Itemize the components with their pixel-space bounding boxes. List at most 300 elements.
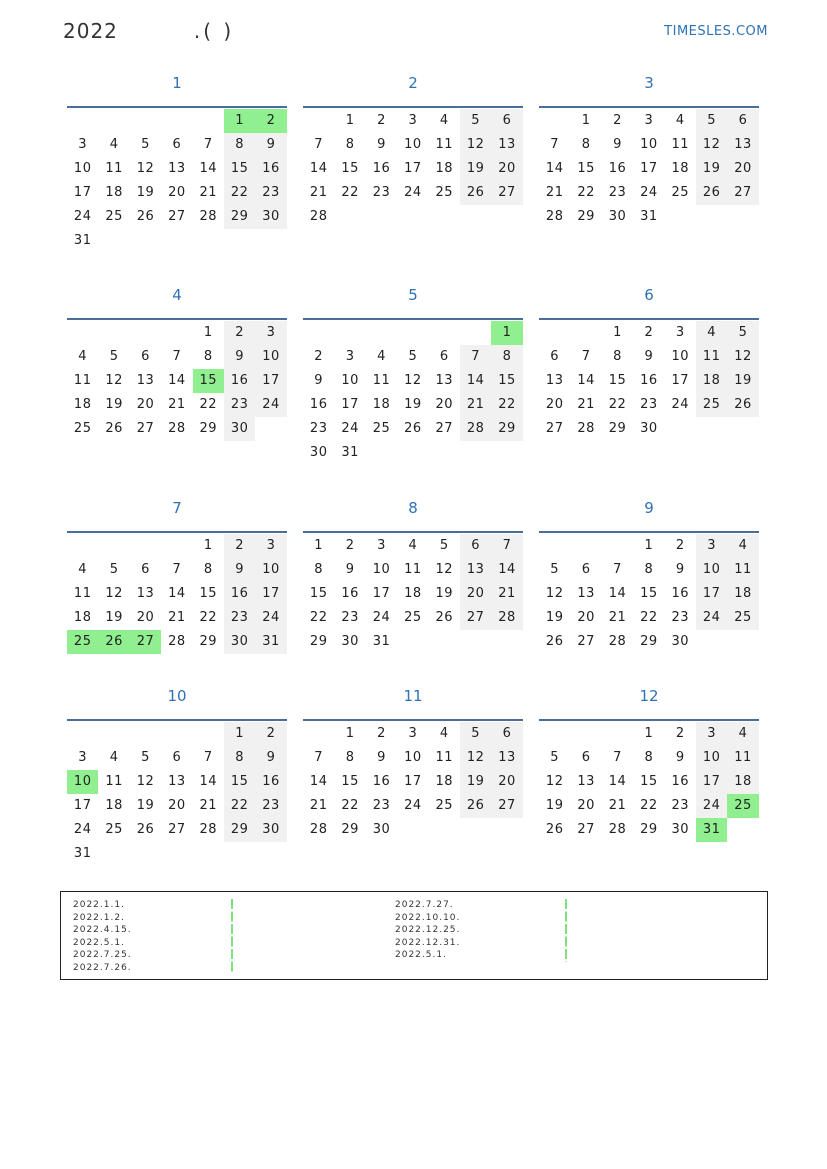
day-cell: 7: [172, 349, 182, 364]
day-cell: 7: [172, 562, 182, 577]
day-cell: 21: [199, 798, 218, 813]
day-cell: 5: [141, 750, 150, 765]
holiday-date: 2022.5.1.: [73, 937, 125, 948]
day-cell: 6: [141, 562, 150, 577]
day-cell: 17: [341, 397, 359, 412]
day-cell: 19: [435, 586, 454, 601]
holiday-day-cell: 27: [130, 630, 161, 654]
day-cell: 16: [255, 770, 286, 794]
month-divider: [539, 531, 759, 533]
day-cell: 9: [377, 750, 386, 765]
day-cell: 1: [613, 325, 622, 340]
day-cell: 11: [372, 373, 391, 388]
day-cell: 13: [545, 373, 564, 388]
day-cell: 27: [491, 794, 522, 818]
day-cell: 12: [105, 373, 123, 388]
day-cell: 9: [644, 349, 654, 364]
month-9: [539, 498, 759, 654]
day-cell: 13: [491, 133, 522, 157]
day-cell: 1: [224, 722, 255, 746]
day-cell: 3: [408, 726, 418, 741]
blank-cell: [193, 109, 224, 133]
month-5: [303, 285, 523, 465]
month-grid: [539, 321, 759, 441]
day-cell: 27: [168, 822, 186, 837]
day-cell: 16: [640, 373, 658, 388]
day-cell: 24: [696, 794, 727, 818]
day-cell: 30: [372, 822, 391, 837]
blank-cell: [67, 321, 98, 345]
day-cell: 17: [404, 774, 422, 789]
day-cell: 27: [577, 634, 595, 649]
day-cell: 14: [608, 774, 627, 789]
day-cell: 28: [309, 822, 328, 837]
day-cell: 10: [696, 558, 727, 582]
day-cell: 6: [172, 750, 182, 765]
blank-cell: [429, 321, 460, 345]
day-cell: 30: [608, 209, 627, 224]
day-cell: 10: [372, 562, 391, 577]
day-cell: 23: [224, 606, 255, 630]
day-cell: 11: [73, 586, 92, 601]
day-cell: 30: [255, 205, 286, 229]
month-divider: [67, 318, 287, 320]
day-cell: 29: [640, 822, 658, 837]
day-cell: 17: [696, 770, 727, 794]
day-cell: 16: [255, 157, 286, 181]
month-label: 9: [644, 499, 654, 517]
day-cell: 21: [608, 798, 627, 813]
day-cell: 23: [309, 421, 328, 436]
month-label: 1: [172, 74, 182, 92]
month-divider: [67, 106, 287, 108]
day-cell: 31: [341, 445, 359, 460]
day-cell: 30: [640, 421, 658, 436]
blank-cell: [161, 722, 192, 746]
day-cell: 5: [141, 137, 150, 152]
day-cell: 15: [640, 774, 658, 789]
month-grid: [539, 109, 759, 229]
holiday-day-cell: 10: [67, 770, 98, 794]
day-cell: 12: [435, 562, 454, 577]
day-cell: 10: [341, 373, 359, 388]
day-cell: 11: [404, 562, 422, 577]
month-label: 11: [403, 687, 423, 705]
day-cell: 21: [491, 582, 522, 606]
day-cell: 27: [545, 421, 564, 436]
day-cell: 27: [435, 421, 454, 436]
day-cell: 5: [696, 109, 727, 133]
day-cell: 28: [168, 421, 186, 436]
day-cell: 23: [255, 181, 286, 205]
day-cell: 2: [224, 534, 255, 558]
day-cell: 18: [435, 774, 454, 789]
month-grid: [67, 722, 287, 866]
day-cell: 24: [73, 822, 92, 837]
day-cell: 3: [675, 325, 685, 340]
day-cell: 2: [675, 538, 685, 553]
blank-cell: [98, 321, 129, 345]
day-cell: 18: [727, 582, 758, 606]
day-cell: 15: [309, 586, 328, 601]
day-cell: 22: [640, 798, 658, 813]
day-cell: 10: [404, 137, 422, 152]
day-cell: 25: [105, 209, 123, 224]
month-grid: [303, 109, 523, 229]
holiday-date: 2022.5.1.: [395, 950, 447, 960]
day-cell: 8: [345, 750, 355, 765]
day-cell: 21: [577, 397, 595, 412]
day-cell: 2: [255, 722, 286, 746]
blank-cell: [161, 109, 192, 133]
day-cell: 13: [577, 586, 595, 601]
day-cell: 11: [435, 750, 454, 765]
day-cell: 28: [199, 822, 218, 837]
blank-cell: [602, 722, 633, 746]
month-label: 10: [167, 687, 187, 705]
brand-link[interactable]: TIMESLES.COM: [664, 24, 768, 39]
day-cell: 15: [608, 373, 627, 388]
day-cell: 26: [460, 794, 491, 818]
day-cell: 21: [309, 185, 328, 200]
day-cell: 6: [172, 137, 182, 152]
day-cell: 19: [136, 798, 155, 813]
day-cell: 3: [255, 534, 286, 558]
blank-cell: [161, 534, 192, 558]
day-cell: 12: [460, 746, 491, 770]
day-cell: 9: [675, 750, 685, 765]
holiday-date: 2022.1.2.: [73, 912, 125, 923]
day-cell: 30: [341, 634, 359, 649]
month-grid: [67, 109, 287, 253]
blank-cell: [303, 321, 334, 345]
day-cell: 4: [727, 722, 758, 746]
day-cell: 14: [168, 586, 186, 601]
blank-cell: [130, 722, 161, 746]
blank-cell: [98, 109, 129, 133]
day-cell: 3: [696, 722, 727, 746]
day-cell: 17: [73, 185, 92, 200]
day-cell: 12: [545, 774, 564, 789]
day-cell: 22: [608, 397, 627, 412]
day-cell: 23: [341, 610, 359, 625]
day-cell: 2: [377, 726, 386, 741]
holiday-date: 2022.4.15.: [73, 925, 132, 935]
day-cell: 12: [105, 586, 123, 601]
day-cell: 30: [224, 630, 255, 654]
day-cell: 13: [460, 558, 491, 582]
day-cell: 18: [105, 798, 123, 813]
day-cell: 13: [136, 586, 155, 601]
day-cell: 16: [224, 369, 255, 393]
day-cell: 26: [105, 421, 123, 436]
day-cell: 29: [224, 818, 255, 842]
day-cell: 9: [255, 133, 286, 157]
day-cell: 13: [136, 373, 155, 388]
month-label: 7: [172, 499, 182, 517]
day-cell: 8: [581, 137, 591, 152]
day-cell: 21: [309, 798, 328, 813]
day-cell: 23: [372, 185, 391, 200]
holiday-legend: [60, 891, 768, 980]
day-cell: 8: [314, 562, 324, 577]
day-cell: 23: [671, 610, 690, 625]
day-cell: 23: [372, 798, 391, 813]
day-cell: 9: [314, 373, 324, 388]
month-grid: [539, 722, 759, 842]
month-7: [67, 498, 287, 654]
day-cell: 22: [224, 181, 255, 205]
day-cell: 27: [460, 606, 491, 630]
day-cell: 22: [640, 610, 658, 625]
month-label: 5: [408, 286, 418, 304]
day-cell: 5: [460, 109, 491, 133]
day-cell: 26: [136, 822, 155, 837]
day-cell: 24: [640, 185, 658, 200]
day-cell: 19: [105, 610, 123, 625]
day-cell: 9: [224, 558, 255, 582]
day-cell: 3: [644, 113, 654, 128]
day-cell: 3: [345, 349, 355, 364]
day-cell: 20: [577, 610, 595, 625]
day-cell: 7: [581, 349, 591, 364]
month-divider: [303, 719, 523, 721]
day-cell: 6: [439, 349, 449, 364]
day-cell: 25: [696, 393, 727, 417]
day-cell: 19: [727, 369, 758, 393]
day-cell: 19: [545, 610, 564, 625]
day-cell: 10: [73, 161, 92, 176]
day-cell: 15: [341, 774, 359, 789]
day-cell: 6: [491, 722, 522, 746]
day-cell: 12: [136, 161, 155, 176]
day-cell: 19: [460, 770, 491, 794]
day-cell: 3: [696, 534, 727, 558]
holiday-day-cell: 15: [193, 369, 224, 393]
day-cell: 13: [435, 373, 454, 388]
day-cell: 24: [73, 209, 92, 224]
day-cell: 12: [404, 373, 422, 388]
month-11: [303, 686, 523, 842]
day-cell: 7: [613, 750, 622, 765]
day-cell: 13: [577, 774, 595, 789]
month-label: 6: [644, 286, 654, 304]
day-cell: 9: [224, 345, 255, 369]
day-cell: 16: [608, 161, 627, 176]
day-cell: 25: [435, 185, 454, 200]
day-cell: 5: [439, 538, 449, 553]
day-cell: 28: [199, 209, 218, 224]
day-cell: 7: [314, 137, 324, 152]
day-cell: 18: [727, 770, 758, 794]
day-cell: 2: [345, 538, 355, 553]
day-cell: 28: [608, 822, 627, 837]
day-cell: 12: [545, 586, 564, 601]
month-2: [303, 73, 523, 229]
day-cell: 24: [372, 610, 391, 625]
day-cell: 21: [545, 185, 564, 200]
day-cell: 29: [577, 209, 595, 224]
day-cell: 23: [608, 185, 627, 200]
day-cell: 5: [460, 722, 491, 746]
day-cell: 26: [460, 181, 491, 205]
day-cell: 17: [255, 369, 286, 393]
day-cell: 18: [696, 369, 727, 393]
day-cell: 28: [491, 606, 522, 630]
day-cell: 19: [136, 185, 155, 200]
day-cell: 25: [372, 421, 391, 436]
day-cell: 16: [372, 774, 391, 789]
day-cell: 5: [550, 750, 560, 765]
day-cell: 30: [671, 634, 690, 649]
day-cell: 29: [640, 634, 658, 649]
day-cell: 19: [105, 397, 123, 412]
day-cell: 16: [309, 397, 328, 412]
day-cell: 2: [314, 349, 324, 364]
day-cell: 28: [460, 417, 491, 441]
month-label: 12: [639, 687, 659, 705]
blank-cell: [130, 534, 161, 558]
day-cell: 24: [341, 421, 359, 436]
day-cell: 8: [203, 562, 213, 577]
blank-cell: [67, 109, 98, 133]
month-grid: [303, 722, 523, 842]
day-cell: 2: [377, 113, 386, 128]
month-divider: [303, 531, 523, 533]
blank-cell: [570, 534, 601, 558]
day-cell: 17: [404, 161, 422, 176]
day-cell: 11: [671, 137, 690, 152]
day-cell: 8: [224, 746, 255, 770]
blank-cell: [539, 722, 570, 746]
day-cell: 6: [727, 109, 758, 133]
day-cell: 14: [608, 586, 627, 601]
month-grid: [539, 534, 759, 654]
day-cell: 20: [727, 157, 758, 181]
day-cell: 13: [727, 133, 758, 157]
day-cell: 14: [199, 774, 218, 789]
day-cell: 5: [109, 562, 119, 577]
day-cell: 27: [577, 822, 595, 837]
day-cell: 12: [727, 345, 758, 369]
day-cell: 21: [460, 393, 491, 417]
day-cell: 24: [671, 397, 690, 412]
day-cell: 2: [224, 321, 255, 345]
day-cell: 14: [309, 774, 328, 789]
day-cell: 8: [644, 562, 654, 577]
day-cell: 10: [404, 750, 422, 765]
day-cell: 2: [675, 726, 685, 741]
blank-cell: [570, 722, 601, 746]
day-cell: 18: [404, 586, 422, 601]
day-cell: 7: [460, 345, 491, 369]
day-cell: 31: [372, 634, 391, 649]
day-cell: 11: [435, 137, 454, 152]
day-cell: 5: [550, 562, 560, 577]
day-cell: 6: [581, 750, 591, 765]
day-cell: 6: [550, 349, 560, 364]
blank-cell: [539, 321, 570, 345]
day-cell: 10: [671, 349, 690, 364]
blank-cell: [602, 534, 633, 558]
day-cell: 30: [309, 445, 328, 460]
day-cell: 5: [727, 321, 758, 345]
day-cell: 8: [203, 349, 213, 364]
month-divider: [539, 318, 759, 320]
day-cell: 14: [168, 373, 186, 388]
day-cell: 16: [372, 161, 391, 176]
day-cell: 31: [73, 233, 92, 248]
day-cell: 26: [435, 610, 454, 625]
day-cell: 3: [377, 538, 386, 553]
day-cell: 6: [491, 109, 522, 133]
month-grid: [67, 321, 287, 441]
day-cell: 4: [439, 113, 449, 128]
day-cell: 30: [255, 818, 286, 842]
holiday-date: 2022.7.27.: [395, 900, 454, 910]
day-cell: 1: [581, 113, 591, 128]
day-cell: 1: [345, 113, 355, 128]
day-cell: 10: [255, 345, 286, 369]
day-cell: 1: [203, 325, 213, 340]
month-grid: [303, 321, 523, 465]
day-cell: 18: [372, 397, 391, 412]
day-cell: 19: [404, 397, 422, 412]
day-cell: 1: [644, 726, 654, 741]
day-cell: 29: [341, 822, 359, 837]
holiday-day-cell: 25: [67, 630, 98, 654]
holiday-list-left: [73, 899, 132, 974]
day-cell: 4: [696, 321, 727, 345]
day-cell: 23: [255, 794, 286, 818]
month-1: [67, 73, 287, 253]
day-cell: 17: [696, 582, 727, 606]
day-cell: 20: [435, 397, 454, 412]
day-cell: 4: [408, 538, 418, 553]
month-divider: [67, 719, 287, 721]
day-cell: 6: [141, 349, 150, 364]
day-cell: 14: [460, 369, 491, 393]
day-cell: 28: [168, 634, 186, 649]
day-cell: 7: [203, 750, 213, 765]
day-cell: 22: [491, 393, 522, 417]
day-cell: 7: [613, 562, 622, 577]
day-cell: 26: [727, 393, 758, 417]
day-cell: 16: [671, 774, 690, 789]
day-cell: 3: [78, 750, 88, 765]
day-cell: 1: [314, 538, 324, 553]
day-cell: 20: [545, 397, 564, 412]
day-cell: 29: [224, 205, 255, 229]
day-cell: 20: [491, 157, 522, 181]
month-label: 3: [644, 74, 654, 92]
month-10: [67, 686, 287, 866]
day-cell: 18: [73, 397, 92, 412]
day-cell: 19: [460, 157, 491, 181]
day-cell: 21: [168, 610, 186, 625]
day-cell: 13: [168, 774, 186, 789]
day-cell: 26: [404, 421, 422, 436]
day-cell: 23: [224, 393, 255, 417]
day-cell: 24: [696, 606, 727, 630]
day-cell: 22: [577, 185, 595, 200]
day-cell: 7: [314, 750, 324, 765]
day-cell: 9: [613, 137, 622, 152]
holiday-day-cell: 26: [98, 630, 129, 654]
day-cell: 17: [372, 586, 391, 601]
holiday-date: 2022.12.25.: [395, 925, 461, 935]
day-cell: 4: [109, 137, 119, 152]
